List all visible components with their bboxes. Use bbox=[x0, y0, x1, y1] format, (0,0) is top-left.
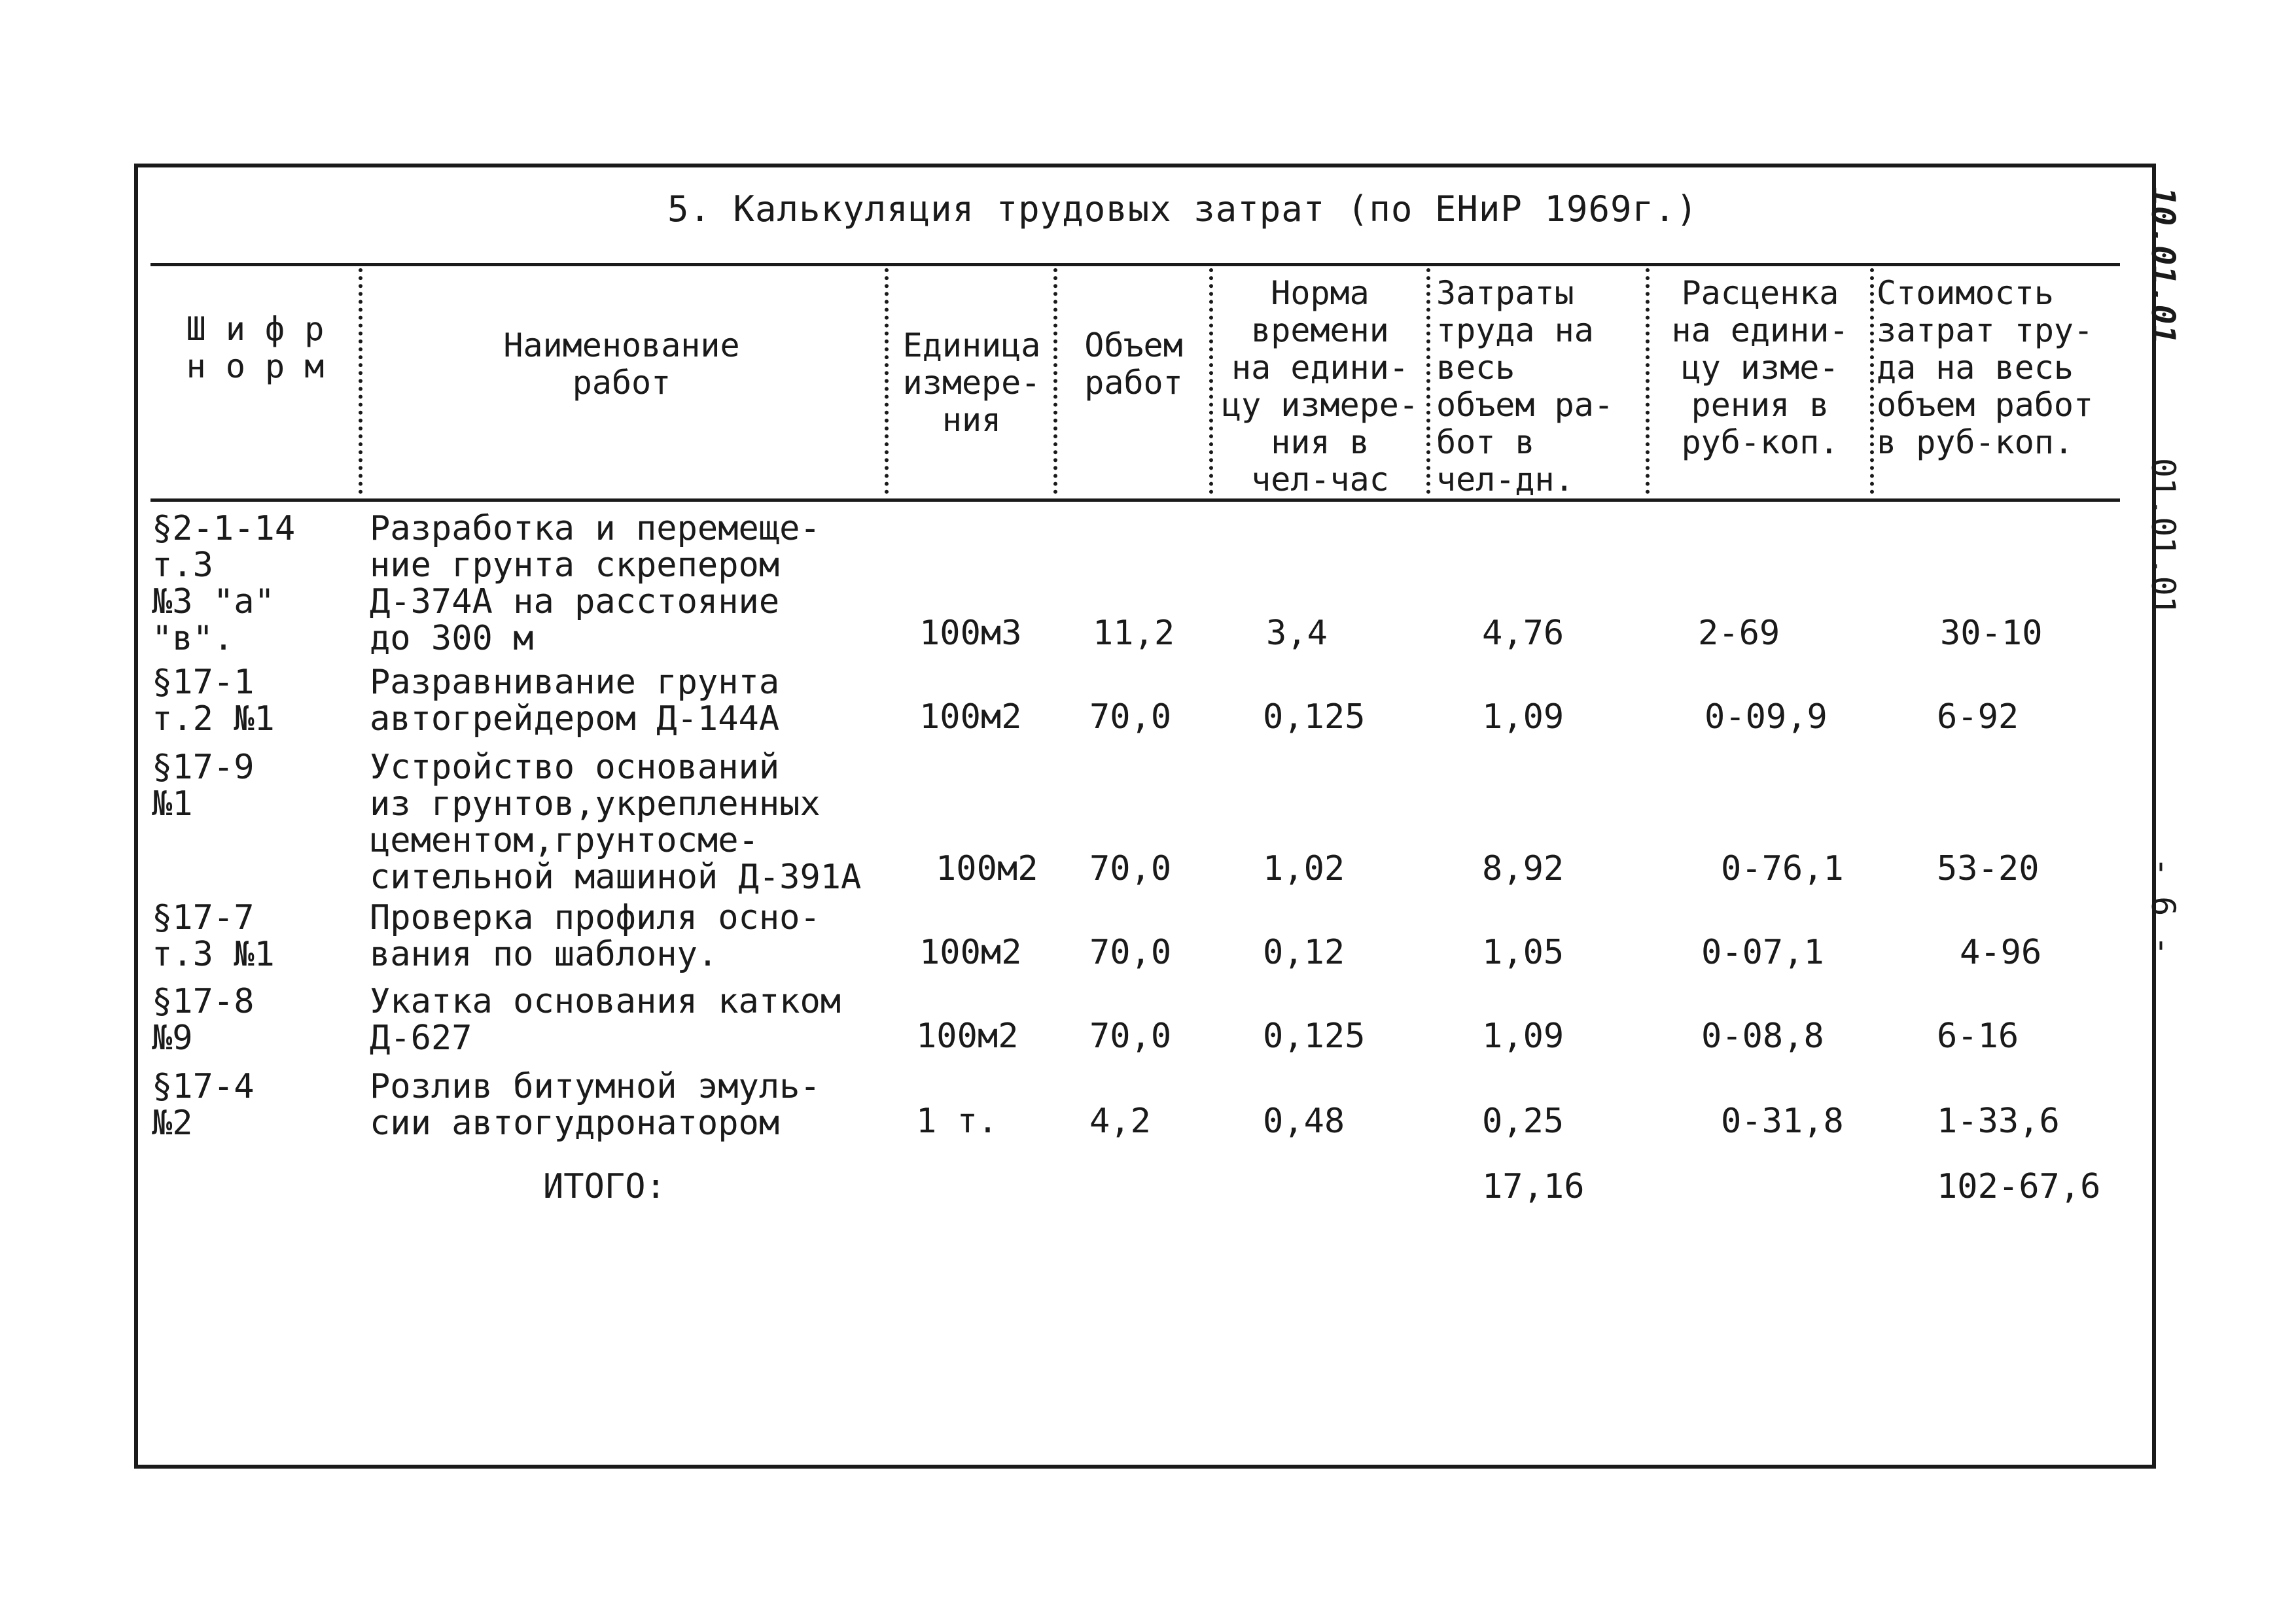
header-rate: Расценка на едини- цу изме- рения в руб-коп. bbox=[1671, 274, 1849, 461]
page-number: - 6 - bbox=[2144, 857, 2182, 956]
header-unit: Единица измере- ния bbox=[902, 326, 1041, 439]
header-volume: Объем работ bbox=[1084, 326, 1183, 402]
column-separator bbox=[885, 268, 889, 494]
row-6-rate: 0-31,8 bbox=[1721, 1102, 1844, 1141]
row-2-code: §17-1 т.2 №1 bbox=[152, 663, 275, 739]
row-2-rate: 0-09,9 bbox=[1704, 697, 1828, 737]
row-5-volume: 70,0 bbox=[1089, 1017, 1172, 1056]
row-6-cost: 1-33,6 bbox=[1937, 1102, 2060, 1141]
row-4-unit: 100м2 bbox=[919, 933, 1022, 972]
row-1-name: Разработка и перемеще- ние грунта скрепером Д-374А на расстояние до 300 м bbox=[370, 509, 821, 658]
row-3-unit: 100м2 bbox=[936, 849, 1038, 888]
row-4-norm: 0,12 bbox=[1263, 933, 1345, 972]
row-3-name: Устройство оснований из грунтов,укрепленных цементом,грунтосме- сительной машиной Д-391А bbox=[370, 748, 862, 897]
header-labor: Затраты труда на весь объем ра- бот в чел-дн. bbox=[1436, 274, 1614, 498]
total-label: ИТОГО: bbox=[543, 1167, 666, 1206]
row-6-unit: 1 т. bbox=[916, 1102, 998, 1141]
header-norm: Норма времени на едини- цу измере- ния в чел-час bbox=[1221, 274, 1419, 498]
table-title: 5. Калькуляция трудовых затрат (по ЕНиР 1969г.) bbox=[667, 188, 1699, 230]
row-2-unit: 100м2 bbox=[919, 697, 1022, 737]
row-6-code: §17-4 №2 bbox=[152, 1067, 255, 1143]
total-cost: 102-67,6 bbox=[1937, 1167, 2101, 1206]
row-1-cost: 30-10 bbox=[1940, 614, 2043, 653]
header-name: Наименование работ bbox=[503, 326, 740, 402]
row-5-code: §17-8 №9 bbox=[152, 982, 255, 1058]
header-code: Ш и ф р н о р м bbox=[186, 310, 325, 385]
row-5-rate: 0-08,8 bbox=[1701, 1017, 1824, 1056]
row-6-norm: 0,48 bbox=[1263, 1102, 1345, 1141]
row-5-norm: 0,125 bbox=[1263, 1017, 1366, 1056]
row-3-labor: 8,92 bbox=[1482, 849, 1564, 888]
row-5-cost: 6-16 bbox=[1937, 1017, 2019, 1056]
row-3-code: §17-9 №1 bbox=[152, 748, 255, 824]
row-1-norm: 3,4 bbox=[1266, 614, 1328, 653]
header-cost: Стоимость затрат тру- да на весь объем работ в руб-коп. bbox=[1877, 274, 2094, 461]
row-1-volume: 11,2 bbox=[1093, 614, 1175, 653]
row-2-name: Разравнивание грунта автогрейдером Д-144А bbox=[370, 663, 780, 739]
header-bottom-rule bbox=[150, 498, 2120, 502]
row-4-cost: 4-96 bbox=[1960, 933, 2042, 972]
column-separator bbox=[1646, 268, 1650, 494]
row-4-name: Проверка профиля осно- вания по шаблону. bbox=[370, 898, 821, 974]
row-4-volume: 70,0 bbox=[1089, 933, 1172, 972]
row-3-norm: 1,02 bbox=[1263, 849, 1345, 888]
row-2-cost: 6-92 bbox=[1937, 697, 2019, 737]
row-2-labor: 1,09 bbox=[1482, 697, 1564, 737]
row-3-rate: 0-76,1 bbox=[1721, 849, 1844, 888]
row-1-rate: 2-69 bbox=[1698, 614, 1780, 653]
row-1-code: §2-1-14 т.3 №3 "а" "в". bbox=[152, 509, 296, 658]
row-2-volume: 70,0 bbox=[1089, 697, 1172, 737]
column-separator bbox=[1870, 268, 1874, 494]
row-5-name: Укатка основания катком Д-627 bbox=[370, 982, 841, 1058]
row-4-labor: 1,05 bbox=[1482, 933, 1564, 972]
row-4-rate: 0-07,1 bbox=[1701, 933, 1824, 972]
column-separator bbox=[359, 268, 362, 494]
side-stamp: 10.01.01 bbox=[2144, 186, 2182, 344]
total-labor: 17,16 bbox=[1482, 1167, 1585, 1206]
row-6-volume: 4,2 bbox=[1089, 1102, 1151, 1141]
row-4-code: §17-7 т.3 №1 bbox=[152, 898, 275, 974]
row-6-labor: 0,25 bbox=[1482, 1102, 1564, 1141]
side-date: 01.01.01 bbox=[2144, 458, 2182, 616]
row-1-labor: 4,76 bbox=[1482, 614, 1564, 653]
column-separator bbox=[1426, 268, 1430, 494]
row-1-unit: 100м3 bbox=[919, 614, 1022, 653]
row-5-labor: 1,09 bbox=[1482, 1017, 1564, 1056]
row-6-name: Розлив битумной эмуль- сии автогудронатором bbox=[370, 1067, 821, 1143]
header-top-rule bbox=[150, 263, 2120, 266]
row-3-cost: 53-20 bbox=[1937, 849, 2040, 888]
row-2-norm: 0,125 bbox=[1263, 697, 1366, 737]
row-5-unit: 100м2 bbox=[916, 1017, 1019, 1056]
row-3-volume: 70,0 bbox=[1089, 849, 1172, 888]
